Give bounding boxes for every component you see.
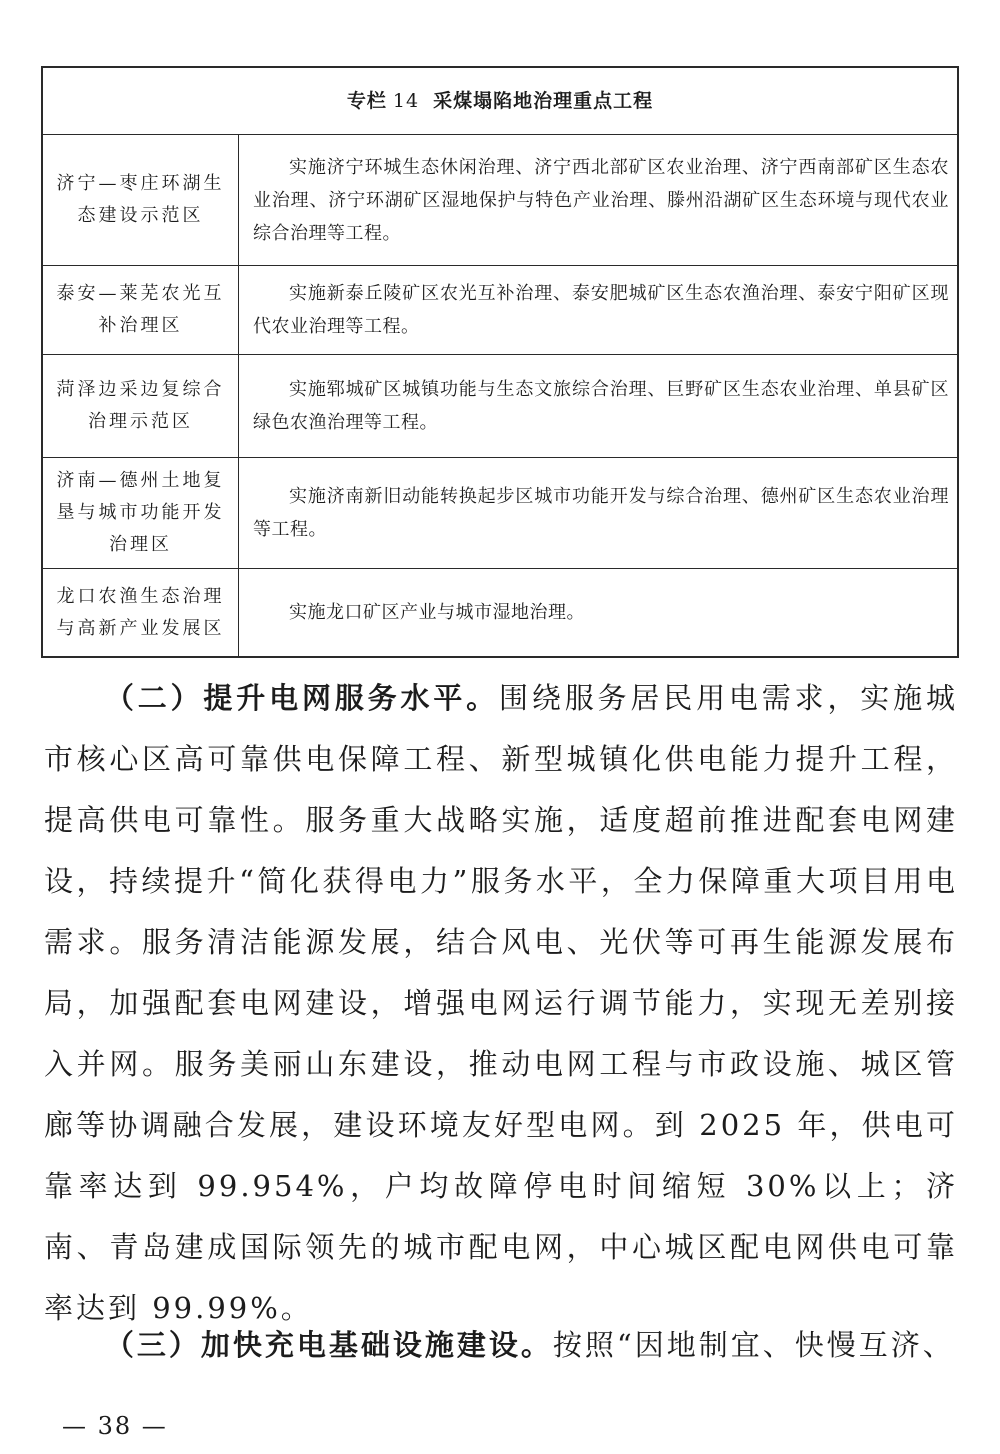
section-2-heading: （二）提升电网服务水平。 <box>104 681 500 715</box>
description-cell <box>239 266 957 354</box>
table-title <box>43 68 957 135</box>
section-3-heading: （三）加快充电基础设施建设。 <box>104 1328 553 1362</box>
page-number: — 38 — <box>62 1412 168 1440</box>
area-cell: 菏泽边采边复综合治理示范区 <box>43 355 239 457</box>
description-text: 实施济宁环城生态休闲治理、济宁西北部矿区农业治理、济宁西南部矿区生态农业治理、济宁环湖矿区湿地保护与特色产业治理、滕州沿湖矿区生态环境与现代农业综合治理等工程。 <box>253 156 949 244</box>
section-3-text: 按照“因地制宜、快慢互济、 <box>552 1328 955 1362</box>
feature-table <box>41 66 959 658</box>
description-cell <box>239 355 957 457</box>
section-2-text: 围绕服务居民用电需求，实施城市核心区高可靠供电保障工程、新型城镇化供电能力提升工程，提高供电可靠性。服务重大战略实施，适度超前推进配套电网建设，持续提升“简化获得电力”服务水平，全力保障重大项目用电需求。服务清洁能源发展，结合风电、光伏等可再生能源发展布局，加强配套电网建设，增强电网运行调节能力，实现无差别接入并网。服务美丽山东建设，推动电网工程与市政设施、城区管廊等协调融合发展，建设环境友好型电网。到 2025 年，供电可靠率达到 99.954%，户均故障停电时间缩短 30%以上；济南、青岛建成国际领先的城市配电网，中心城区配电网供电可靠率达到 99.99%。 <box>44 681 958 1325</box>
description-text: 实施新泰丘陵矿区农光互补治理、泰安肥城矿区生态农渔治理、泰安宁阳矿区现代农业治理等工程。 <box>253 283 949 337</box>
section-2-paragraph <box>44 668 958 1339</box>
area-cell: 龙口农渔生态治理与高新产业发展区 <box>43 569 239 656</box>
area-cell: 济宁—枣庄环湖生态建设示范区 <box>43 135 239 265</box>
description-cell <box>239 569 957 656</box>
description-text: 实施郓城矿区城镇功能与生态文旅综合治理、巨野矿区生态农业治理、单县矿区绿色农渔治理等工程。 <box>253 379 949 433</box>
table-row <box>43 569 957 656</box>
table-title-text: 采煤塌陷地治理重点工程 <box>433 90 654 112</box>
table-number: 14 <box>392 90 420 112</box>
description-text: 实施济南新旧动能转换起步区城市功能开发与综合治理、德州矿区生态农业治理等工程。 <box>253 486 949 540</box>
table-row <box>43 355 957 458</box>
table-label: 专栏 <box>346 90 387 112</box>
area-cell: 济南—德州土地复垦与城市功能开发治理区 <box>43 458 239 568</box>
table-row <box>43 458 957 569</box>
description-text: 实施龙口矿区产业与城市湿地治理。 <box>289 602 585 623</box>
description-cell <box>239 458 957 568</box>
table-row <box>43 266 957 355</box>
table-row <box>43 135 957 266</box>
description-cell <box>239 135 957 265</box>
area-cell: 泰安—莱芜农光互补治理区 <box>43 266 239 354</box>
section-3-paragraph <box>44 1315 958 1376</box>
